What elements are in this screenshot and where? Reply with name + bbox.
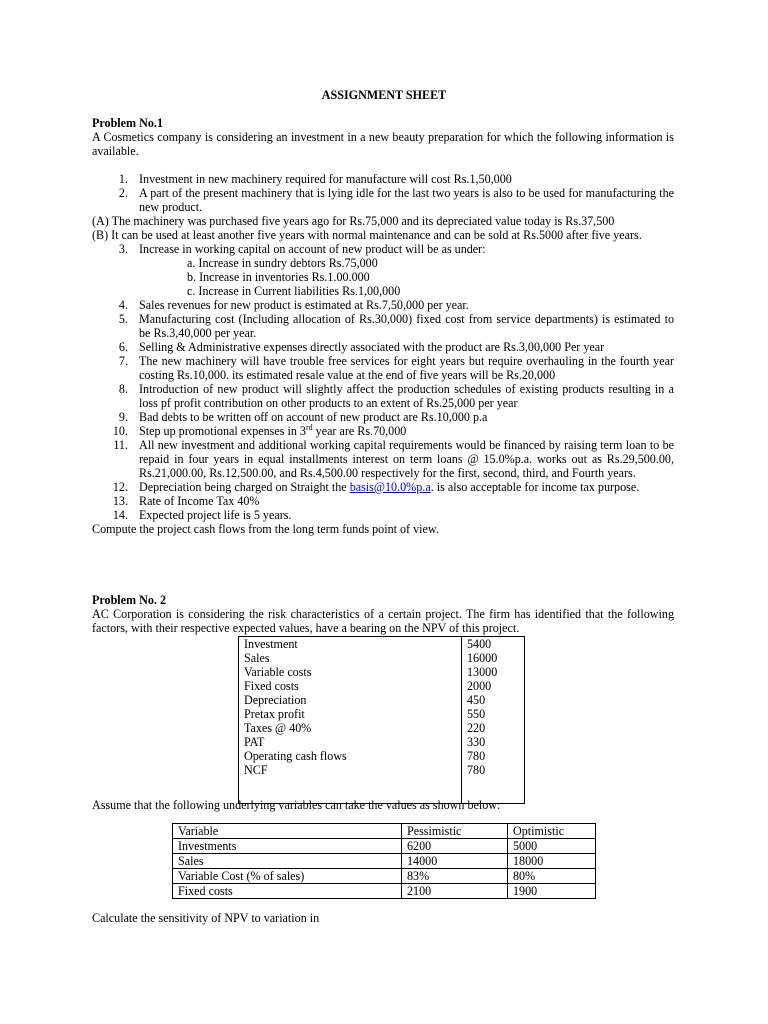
problem-2-intro: AC Corporation is considering the risk characteristics of a certain project. The firm has identified that the following factors, with their respective expected values, have a bearing on the NPV of this project. bbox=[92, 607, 674, 635]
page-title: ASSIGNMENT SHEET bbox=[321, 88, 447, 102]
table-cell: Variable Cost (% of sales) bbox=[173, 869, 402, 884]
value-cell: 550 bbox=[462, 707, 525, 721]
list-item: 8. Introduction of new product will slightly affect the production schedules of existing products resulting in a loss pf profit contribution on other products to an extent of Rs.25,000 per year bbox=[118, 382, 674, 410]
list-item: 9. Bad debts to be written off on account of new product are Rs.10,000 p.a bbox=[118, 410, 488, 424]
table-row bbox=[239, 637, 525, 652]
problem-2-section bbox=[92, 593, 674, 635]
factor-cell: Sales bbox=[239, 651, 462, 665]
factor-cell: Taxes @ 40% bbox=[239, 721, 462, 735]
table-row bbox=[173, 854, 596, 869]
table-row bbox=[239, 651, 525, 665]
list-item: 11. All new investment and additional working capital requirements would be financed by raising term loan to be repaid in four years in equal installments interest on term loans @ 15.0%p.a. works out as Rs.29,500.00, Rs.21,000.00, Rs.12,500.00, and Rs.4,500.00 respectively for the first, second, third, and Fourth years. bbox=[113, 438, 674, 480]
problem-2-heading: Problem No. 2 bbox=[92, 593, 167, 607]
list-item: 12. Depreciation being charged on Straight the basis@10.0%p.a. is also acceptable for income tax purpose. bbox=[112, 480, 640, 494]
table-cell: 2100 bbox=[402, 884, 508, 899]
table-cell: 6200 bbox=[402, 839, 508, 854]
value-cell: 220 bbox=[462, 721, 525, 735]
value-cell: 780 bbox=[462, 763, 525, 777]
value-cell: 330 bbox=[462, 735, 525, 749]
note-b: (B) It can be used at least another five years with normal maintenance and can be sold at Rs.5000 after five years. bbox=[92, 228, 642, 242]
table-row bbox=[239, 693, 525, 707]
basis-link[interactable]: basis@10.0%p.a bbox=[349, 480, 431, 494]
table-row bbox=[239, 763, 525, 777]
problem-1-list bbox=[92, 172, 674, 214]
table-row bbox=[173, 869, 596, 884]
note-a: (A) The machinery was purchased five years ago for Rs.75,000 and its depreciated value today is Rs.37,500 bbox=[92, 214, 615, 228]
problem-1-intro: A Cosmetics company is considering an investment in a new beauty preparation for which the following information is available. bbox=[92, 130, 674, 158]
table-row bbox=[239, 665, 525, 679]
table-row bbox=[239, 735, 525, 749]
expected-values-table bbox=[238, 636, 525, 804]
factor-cell: Investment bbox=[239, 637, 462, 652]
list-item: 10. Step up promotional expenses in 3rd year are Rs.70,000 bbox=[112, 422, 407, 438]
header-cell: Variable bbox=[173, 824, 402, 839]
list-item: 14. Expected project life is 5 years. bbox=[112, 508, 292, 522]
factor-cell: Variable costs bbox=[239, 665, 462, 679]
table-cell: 1900 bbox=[508, 884, 596, 899]
value-cell: 13000 bbox=[462, 665, 525, 679]
factor-cell: NCF bbox=[239, 763, 462, 777]
table-cell: Sales bbox=[173, 854, 402, 869]
list-item: 2. A part of the present machinery that is lying idle for the last two years is also to be used for manufacturing the new product. bbox=[118, 186, 674, 214]
factor-cell: Depreciation bbox=[239, 693, 462, 707]
table-cell: 5000 bbox=[508, 839, 596, 854]
sub-item-b: b. Increase in inventories Rs.1.00.000 bbox=[187, 270, 370, 284]
sub-item-c: c. Increase in Current liabilities Rs.1,00,000 bbox=[187, 284, 401, 298]
table-header-row bbox=[173, 824, 596, 839]
header-cell: Pessimistic bbox=[402, 824, 508, 839]
problem-1-section bbox=[92, 116, 674, 536]
list-item: 5. Manufacturing cost (Including allocation of Rs.30,000) fixed cost from service departments) is estimated to be Rs.3,40,000 per year. bbox=[118, 312, 674, 340]
table-row bbox=[239, 749, 525, 763]
list-item: 1. Investment in new machinery required for manufacture will cost Rs.1,50,000 bbox=[118, 172, 512, 186]
table-cell: 18000 bbox=[508, 854, 596, 869]
factor-cell: Operating cash flows bbox=[239, 749, 462, 763]
list-item: 6. Selling & Administrative expenses directly associated with the product are Rs.3,00,000 Per year bbox=[118, 340, 605, 354]
problem-1-heading: Problem No.1 bbox=[92, 116, 163, 130]
factor-cell: PAT bbox=[239, 735, 462, 749]
list-item: 4. Sales revenues for new product is estimated at Rs.7,50,000 per year. bbox=[118, 298, 469, 312]
list-item: 7. The new machinery will have trouble free services for eight years but require overhauling in the fourth year costing Rs.10,000. its estimated resale value at the end of five years will be Rs.20,000 bbox=[118, 354, 674, 382]
factor-cell: Pretax profit bbox=[239, 707, 462, 721]
sub-item-a: a. Increase in sundry debtors Rs.75,000 bbox=[187, 256, 378, 270]
table-row bbox=[239, 721, 525, 735]
calculate-text: Calculate the sensitivity of NPV to variation in bbox=[92, 911, 320, 925]
table-row bbox=[173, 839, 596, 854]
variables-table bbox=[172, 823, 596, 899]
list-item: 3. Increase in working capital on account of new product will be as under: bbox=[118, 242, 486, 256]
value-cell: 2000 bbox=[462, 679, 525, 693]
table-cell: Fixed costs bbox=[173, 884, 402, 899]
value-cell: 16000 bbox=[462, 651, 525, 665]
table-cell: Investments bbox=[173, 839, 402, 854]
problem-1-closing: Compute the project cash flows from the long term funds point of view. bbox=[92, 522, 439, 536]
table-cell: 80% bbox=[508, 869, 596, 884]
value-cell: 5400 bbox=[462, 637, 525, 652]
header-cell: Optimistic bbox=[508, 824, 596, 839]
factor-cell: Fixed costs bbox=[239, 679, 462, 693]
table-cell: 83% bbox=[402, 869, 508, 884]
table-cell: 14000 bbox=[402, 854, 508, 869]
value-cell: 780 bbox=[462, 749, 525, 763]
table-row bbox=[173, 884, 596, 899]
value-cell: 450 bbox=[462, 693, 525, 707]
assumption-text: Assume that the following underlying variables can take the values as shown below: bbox=[92, 798, 501, 812]
table-row bbox=[239, 679, 525, 693]
list-item: 13. Rate of Income Tax 40% bbox=[112, 494, 260, 508]
table-row bbox=[239, 707, 525, 721]
